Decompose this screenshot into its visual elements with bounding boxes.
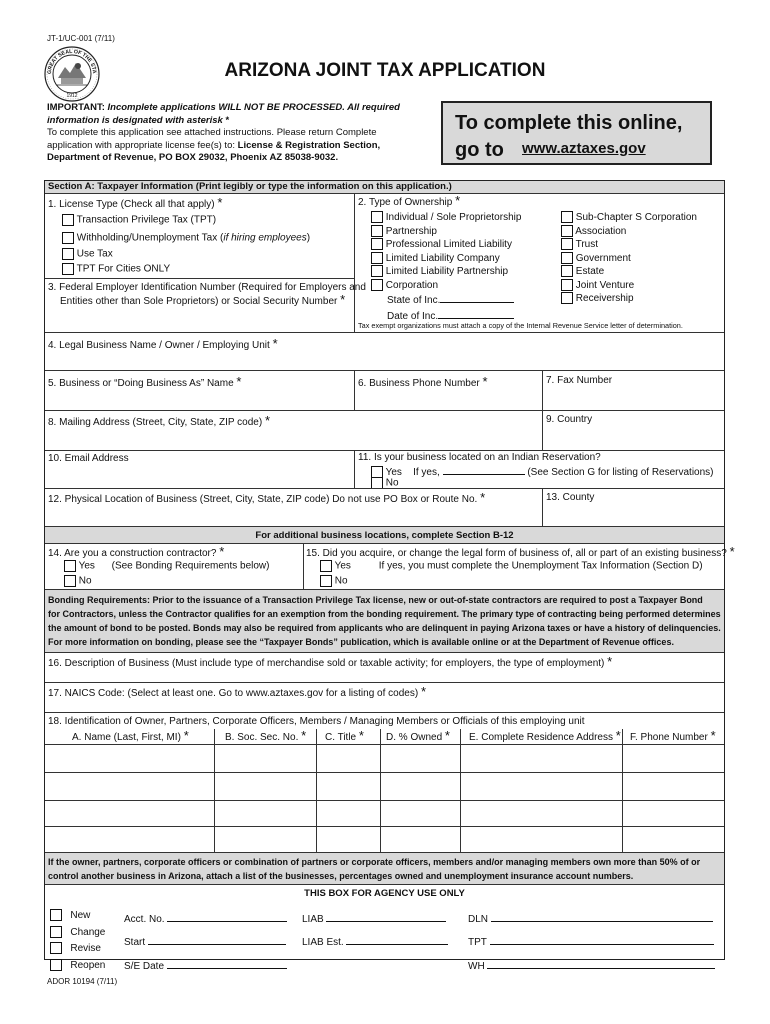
- q2-option[interactable]: Government: [561, 252, 697, 266]
- q2-label: 2. Type of Ownership *: [358, 193, 461, 208]
- seal-text: GREAT SEAL OF THE STA: [46, 48, 98, 75]
- q2-option[interactable]: Limited Liability Company: [371, 252, 521, 266]
- q3-label-line1: 3. Federal Employer Identification Number (Required for Employers and: [48, 282, 366, 293]
- q17-label: 17. NAICS Code: (Select at least one. Go to www.aztaxes.gov for a listing of codes) *: [48, 684, 427, 699]
- col-ssn-header: B. Soc. Sec. No. *: [225, 728, 307, 743]
- q7-label: 7. Fax Number: [546, 375, 613, 386]
- bonding-text: Bonding Requirements: Prior to the issuance of a Transaction Privilege Tax license, new or out-of-state contractors are required to post a Taxpayer Bond for Contractors, unless the Contractor qualifies for an exemption from the bonding requirement. The primary type of contracting being performed determines the amount of bond to be posted. Bonds may also be required from applicants who are delinquent in paying Arizona taxes or have a history of delinquencies. For more information on bonding, please see the “Taxpayer Bonds” publication, which is available online or at the Department of Revenue offices.: [48, 595, 721, 647]
- q2-option[interactable]: Individual / Sole Proprietorship: [371, 211, 521, 225]
- online-line1: To complete this online,: [455, 112, 683, 134]
- table-row[interactable]: [45, 801, 724, 826]
- checkbox[interactable]: [62, 214, 74, 226]
- q2-option[interactable]: Limited Liability Partnership: [371, 265, 521, 279]
- agency-title: THIS BOX FOR AGENCY USE ONLY: [304, 888, 465, 899]
- start-field[interactable]: Start: [124, 934, 286, 948]
- q4-label: 4. Legal Business Name / Owner / Employing Unit *: [48, 336, 278, 351]
- q10-label: 10. Email Address: [48, 453, 129, 464]
- q11-label: 11. Is your business located on an Indian Reservation?: [358, 452, 601, 463]
- online-line2: go to: [455, 139, 504, 161]
- q14-no[interactable]: No: [64, 575, 92, 587]
- q1-option-tpt-cities[interactable]: TPT For Cities ONLY: [62, 263, 170, 275]
- q1-label: 1. License Type (Check all that apply) *: [48, 195, 223, 210]
- col-owned-header: D. % Owned *: [386, 728, 450, 743]
- q2-option[interactable]: Trust: [561, 238, 697, 252]
- owners-note: If the owner, partners, corporate officers or combination of partners or corporate officers, members and/or managing members own more than 50% of or control another business in Arizona, attach a list of the businesses, percentages owned and unemployment insurance account numbers.: [48, 857, 701, 881]
- dln-field[interactable]: DLN: [468, 911, 713, 925]
- important-line3: To complete this application see attached instructions. Please return Complete: [47, 127, 377, 138]
- q18-label: 18. Identification of Owner, Partners, Corporate Officers, Members / Managing Members or Officials of this employing unit: [48, 716, 585, 727]
- page-title: ARIZONA JOINT TAX APPLICATION: [224, 60, 546, 81]
- asterisk: *: [225, 114, 230, 126]
- q2-option[interactable]: Association: [561, 225, 697, 239]
- date-of-inc-field[interactable]: Date of Inc.: [371, 308, 521, 324]
- q2-exempt-note: Tax exempt organizations must attach a copy of the Internal Revenue Service letter of determination.: [358, 321, 683, 330]
- important-line5: Department of Revenue, PO BOX 29032, Phoenix AZ 85038-9032.: [47, 152, 339, 163]
- q14-label: 14. Are you a construction contractor? *: [48, 544, 225, 559]
- important-line4b: License & Registration Section,: [237, 139, 381, 151]
- q2-option[interactable]: Joint Venture: [561, 279, 697, 293]
- se-date-field[interactable]: S/E Date: [124, 958, 287, 972]
- table-row[interactable]: [45, 827, 724, 852]
- q11-no[interactable]: No: [371, 477, 399, 489]
- q2-option[interactable]: Estate: [561, 265, 697, 279]
- agency-check-revise[interactable]: Revise: [50, 941, 105, 958]
- q2-option[interactable]: Corporation: [371, 279, 521, 293]
- q13-label: 13. County: [546, 492, 595, 503]
- table-row[interactable]: [45, 745, 724, 772]
- q15-yes[interactable]: Yes If yes, you must complete the Unemployment Tax Information (Section D): [320, 560, 703, 572]
- q9-label: 9. Country: [546, 414, 593, 425]
- section-a-title: Section A: Taxpayer Information (Print legibly or type the information on this application.): [48, 181, 452, 192]
- q6-label: 6. Business Phone Number *: [358, 374, 488, 389]
- table-row[interactable]: [45, 773, 724, 800]
- tpt-field[interactable]: TPT: [468, 934, 714, 948]
- liab-field[interactable]: LIAB: [302, 911, 446, 925]
- q8-label: 8. Mailing Address (Street, City, State, ZIP code) *: [48, 413, 271, 428]
- q2-option[interactable]: Professional Limited Liability: [371, 238, 521, 252]
- q2-right-options: [561, 211, 697, 306]
- agency-check-reopen[interactable]: Reopen: [50, 958, 105, 975]
- seal-year: 1912: [66, 93, 78, 99]
- liab-est-field[interactable]: LIAB Est.: [302, 934, 448, 948]
- q15-label: 15. Did you acquire, or change the legal form of business of, all or part of an existing business? *: [306, 544, 735, 559]
- col-title-header: C. Title *: [325, 728, 364, 743]
- q1-option-use-tax[interactable]: Use Tax: [62, 248, 113, 260]
- checkbox[interactable]: [62, 263, 74, 275]
- acct-no-field[interactable]: Acct. No.: [124, 911, 287, 925]
- important-line1: Incomplete applications WILL NOT BE PROCESSED. All required: [107, 102, 400, 113]
- q3-label-line2: Entities other than Sole Proprietors) or Social Security Number *: [60, 292, 346, 307]
- q11-yes[interactable]: Yes If yes, (See Section G for listing of Reservations): [371, 464, 714, 478]
- col-address-header: E. Complete Residence Address *: [469, 728, 621, 743]
- q2-option[interactable]: Receivership: [561, 292, 697, 306]
- footer-code: ADOR 10194 (7/11): [47, 977, 118, 986]
- agency-checks: [50, 908, 105, 974]
- additional-locations-text: For additional business locations, complete Section B-12: [255, 530, 514, 541]
- q15-no[interactable]: No: [320, 575, 348, 587]
- online-url-link[interactable]: www.aztaxes.gov: [522, 140, 646, 157]
- q2-left-options: [371, 211, 521, 323]
- q1-option-withholding[interactable]: Withholding/Unemployment Tax (if hiring employees): [62, 232, 310, 244]
- q1-option-tpt[interactable]: Transaction Privilege Tax (TPT): [62, 214, 216, 226]
- q16-label: 16. Description of Business (Must include type of merchandise sold or taxable activity; for employers, the type of employment) *: [48, 654, 613, 669]
- important-notice: [47, 102, 422, 165]
- q2-option[interactable]: Sub-Chapter S Corporation: [561, 211, 697, 225]
- q5-label: 5. Business or “Doing Business As” Name *: [48, 374, 242, 389]
- col-name-header: A. Name (Last, First, MI) *: [72, 728, 189, 743]
- col-phone-header: F. Phone Number *: [630, 728, 716, 743]
- important-prefix: IMPORTANT:: [47, 102, 105, 113]
- form-id: JT-1/UC-001 (7/11): [47, 34, 115, 43]
- state-of-inc-field[interactable]: State of Inc.: [371, 292, 521, 308]
- wh-field[interactable]: WH: [468, 958, 715, 972]
- checkbox[interactable]: [62, 248, 74, 260]
- important-line2: information is designated with asterisk: [47, 114, 223, 126]
- checkbox[interactable]: [62, 232, 74, 244]
- q2-option[interactable]: Partnership: [371, 225, 521, 239]
- important-line4a: application with appropriate license fee(s) to:: [47, 139, 238, 151]
- q14-yes[interactable]: Yes (See Bonding Requirements below): [64, 560, 269, 572]
- q12-label: 12. Physical Location of Business (Street, City, State, ZIP code) Do not use PO Box or Route No. *: [48, 490, 486, 505]
- agency-check-change[interactable]: Change: [50, 925, 105, 942]
- agency-check-new[interactable]: New: [50, 908, 105, 925]
